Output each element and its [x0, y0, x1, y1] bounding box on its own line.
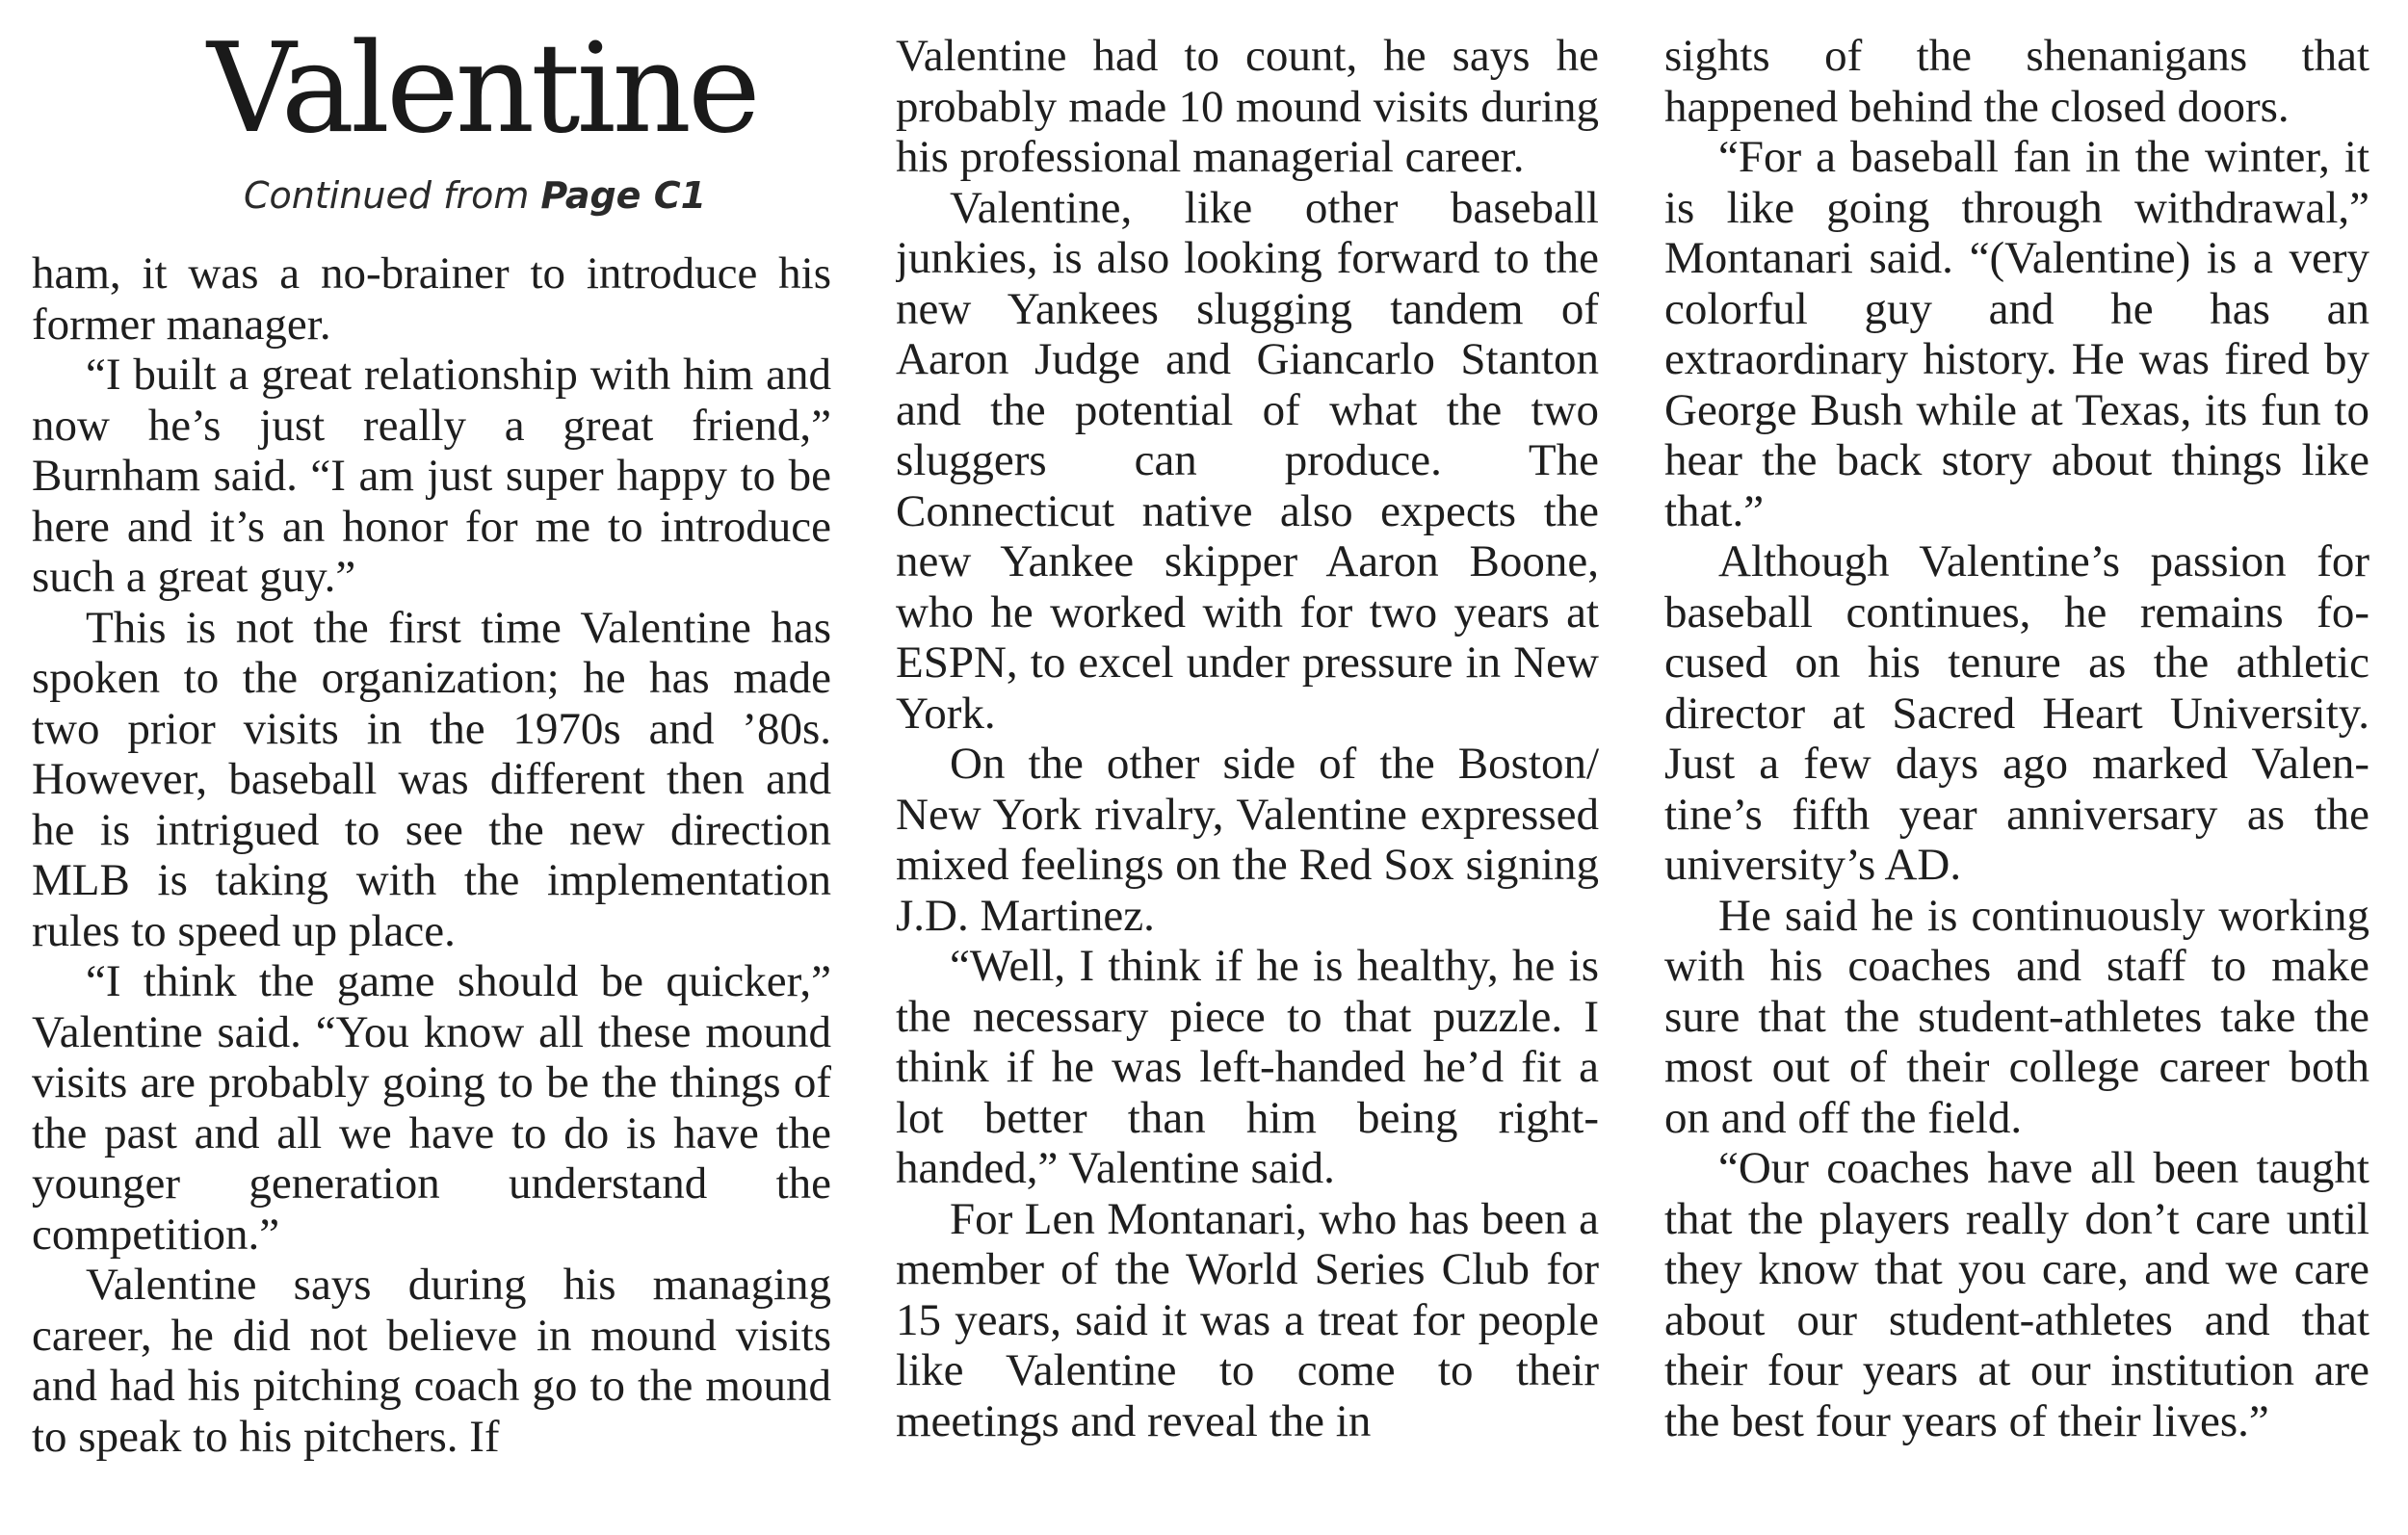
- paragraph: sights of the shenanigans that happened behind the closed doors.: [1664, 31, 2369, 132]
- paragraph: For Len Montanari, who has been a member of the World Series Club for 15 years, said it was a treat for people like Valentine to come to their meetings and reveal the in: [896, 1193, 1599, 1446]
- paragraph: Valentine had to count, he says he probably made 10 mound visits during his professional managerial career.: [896, 31, 1599, 182]
- continued-prefix: Continued from: [244, 174, 541, 217]
- column-3-text: [1664, 31, 2369, 1446]
- paragraph: “I think the game should be quicker,” Valentine said. “You know all these mound visits are probably going to be the things of the past and all we have to do is have the younger generation understand the competition.”: [32, 956, 831, 1260]
- paragraph: “I built a great relationship with him and now he’s just really a great friend,” Burnham said. “I am just super happy to be here and it’s an honor for me to introduce such a great guy.”: [32, 350, 831, 602]
- headline: Valentine: [207, 17, 757, 161]
- paragraph: On the other side of the Boston/ New York rivalry, Valentine expressed mixed feelings on the Red Sox signing J.D. Martinez.: [896, 739, 1599, 941]
- paragraph: Valentine, like other baseball junkies, is also looking forward to the new Yankees slugging tandem of Aaron Judge and Giancarlo Stanton and the potential of what the two sluggers can produce. The Connecticut native also expects the new Yankee skipper Aaron Boone, who he worked with for two years at ESPN, to excel under pressure in New York.: [896, 182, 1599, 739]
- paragraph: Although Valentine’s passion for baseball continues, he remains focused on his tenure as the athletic director at Sacred Heart University. Just a few days ago marked Valentine’s fifth year anniversary as the university’s AD.: [1664, 536, 2369, 890]
- paragraph: ham, it was a no-brainer to introduce his former manager.: [32, 248, 831, 350]
- column-1: [32, 0, 831, 1535]
- column-3: [1664, 0, 2369, 1535]
- column-2-text: [896, 31, 1599, 1446]
- paragraph: Valentine says during his managing career, he did not believe in mound visits and had his pitching coach go to the mound to speak to his pitchers. If: [32, 1260, 831, 1462]
- column-2: [896, 0, 1599, 1535]
- continued-page-ref: Page C1: [540, 174, 707, 217]
- paragraph: This is not the first time Valentine has spoken to the organization; he has made two prior visits in the 1970s and ’80s. However, baseball was different then and he is intrigued to see the new direction MLB is taking with the implementation rules to speed up place.: [32, 602, 831, 956]
- paragraph: “Well, I think if he is healthy, he is the necessary piece to that puzzle. I think if he was left-handed he’d fit a lot better than him being right-handed,” Valentine said.: [896, 941, 1599, 1193]
- paragraph: “Our coaches have all been taught that the players really don’t care until they know that you care, and we care about our student-athletes and that their four years at our institution are the best four years of their lives.”: [1664, 1143, 2369, 1446]
- paragraph: “For a baseball fan in the winter, it is like going through withdrawal,” Montanari said. “(Valentine) is a very colorful guy and he has an extraordinary history. He was fired by George Bush while at Texas, its fun to hear the back story about things like that.”: [1664, 132, 2369, 536]
- continued-line: [32, 173, 831, 218]
- paragraph: He said he is continuously working with his coaches and staff to make sure that the student-athletes take the most out of their college career both on and off the field.: [1664, 890, 2369, 1143]
- column-1-text: [32, 248, 831, 1462]
